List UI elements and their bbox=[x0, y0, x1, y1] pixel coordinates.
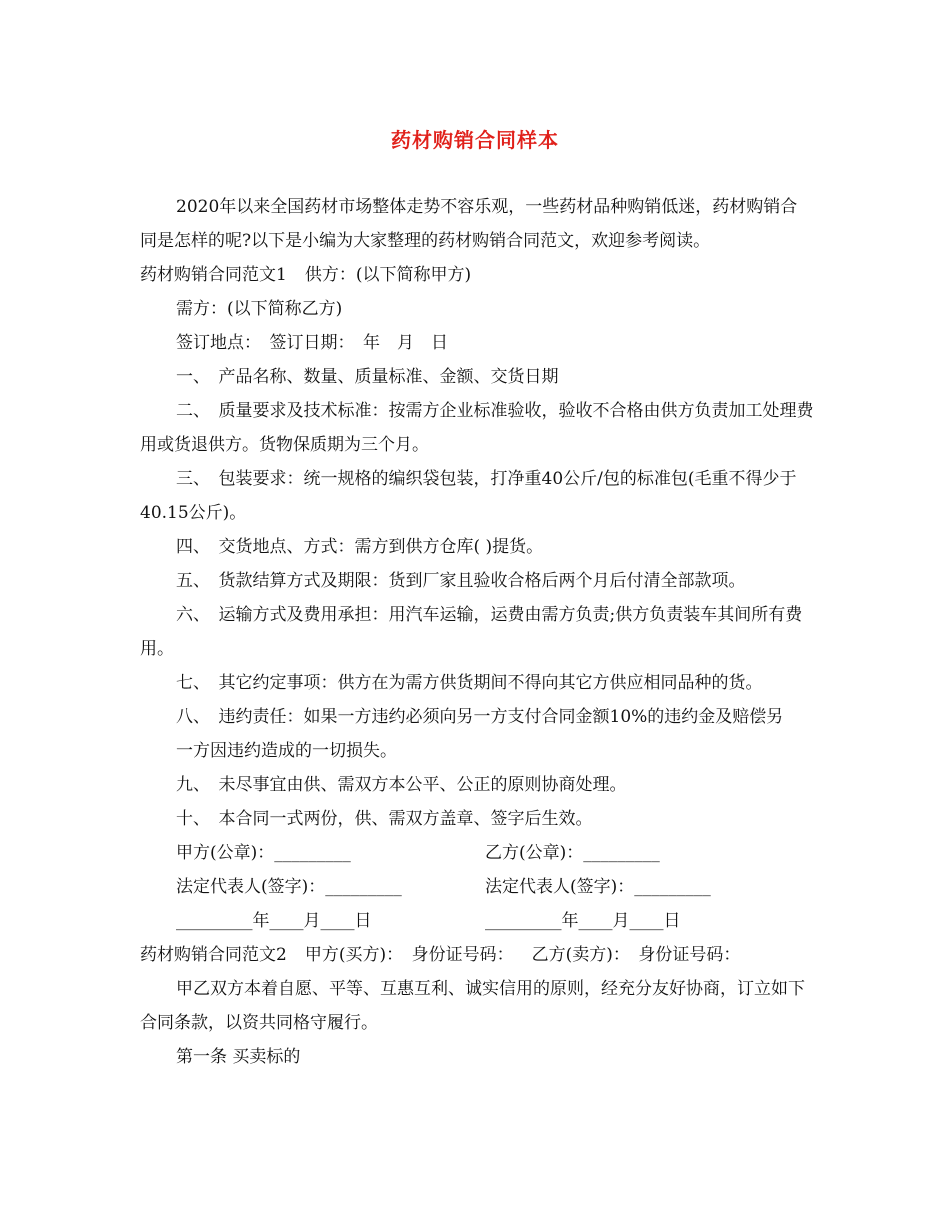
clause-8-continued: 一方因违约造成的一切损失。 bbox=[176, 741, 397, 761]
document-title: 药材购销合同样本 bbox=[391, 128, 559, 152]
clause-9: 九、 未尽事宜由供、需双方本公平、公正的原则协商处理。 bbox=[176, 775, 627, 795]
clause-1: 一、 产品名称、数量、质量标准、金额、交货日期 bbox=[176, 367, 559, 387]
sign-info-line: 签订地点： 签订日期： 年 月 日 bbox=[176, 333, 448, 353]
party-b-seal: 乙方(公章)：_________ bbox=[485, 843, 660, 863]
clause-6: 六、 运输方式及费用承担：用汽车运输，运费由需方负责;供方负责装车其间所有费用。 bbox=[140, 605, 803, 659]
representative-row bbox=[140, 870, 814, 904]
sample2-preamble: 甲乙双方本着自愿、平等、互惠互利、诚实信用的原则，经充分友好协商，订立如下合同条款，以资共同格守履行。 bbox=[140, 979, 805, 1033]
sample1-heading: 药材购销合同范文1 bbox=[140, 265, 287, 285]
buyer-line: 需方：(以下简称乙方) bbox=[176, 299, 343, 319]
supplier-line: 供方：(以下简称甲方) bbox=[304, 265, 472, 285]
sample2-article-1: 第一条 买卖标的 bbox=[176, 1047, 301, 1067]
clause-8: 八、 违约责任：如果一方违约必须向另一方支付合同金额10%的违约金及赔偿另 bbox=[176, 707, 784, 727]
sample2-party-b: 乙方(卖方)： 身份证号码： bbox=[531, 945, 741, 965]
intro-paragraph: 2020年以来全国药材市场整体走势不容乐观，一些药材品种购销低迷，药材购销合同是怎样的呢?以下是小编为大家整理的药材购销合同范文，欢迎参考阅读。 bbox=[140, 197, 798, 251]
party-b-date: _________年____月____日 bbox=[485, 911, 681, 931]
clause-5: 五、 货款结算方式及期限：货到厂家且验收合格后两个月后付清全部款项。 bbox=[176, 571, 746, 591]
sample2-heading-line bbox=[140, 938, 814, 972]
document-body bbox=[140, 190, 814, 1074]
clause-4: 四、 交货地点、方式：需方到供方仓库( )提货。 bbox=[176, 537, 544, 557]
party-a-seal: 甲方(公章)：_________ bbox=[176, 843, 351, 863]
clause-10: 十、 本合同一式两份，供、需双方盖章、签字后生效。 bbox=[176, 809, 593, 829]
clause-7: 七、 其它约定事项：供方在为需方供货期间不得向其它方供应相同品种的货。 bbox=[176, 673, 763, 693]
clause-2: 二、 质量要求及技术标准：按需方企业标准验收，验收不合格由供方负责加工处理费用或货退供方。货物保质期为三个月。 bbox=[140, 401, 814, 455]
seal-row bbox=[140, 836, 814, 870]
sample2-heading: 药材购销合同范文2 bbox=[140, 945, 287, 965]
party-a-representative: 法定代表人(签字)：_________ bbox=[176, 877, 402, 897]
party-b-representative: 法定代表人(签字)：_________ bbox=[485, 877, 711, 897]
date-row bbox=[140, 904, 814, 938]
sample2-party-a: 甲方(买方)： 身份证号码： bbox=[304, 945, 514, 965]
party-a-date: _________年____月____日 bbox=[176, 911, 372, 931]
sample1-heading-line bbox=[140, 258, 814, 292]
clause-3: 三、 包装要求：统一规格的编织袋包装，打净重40公斤/包的标准包(毛重不得少于40.15公斤)。 bbox=[140, 469, 797, 523]
